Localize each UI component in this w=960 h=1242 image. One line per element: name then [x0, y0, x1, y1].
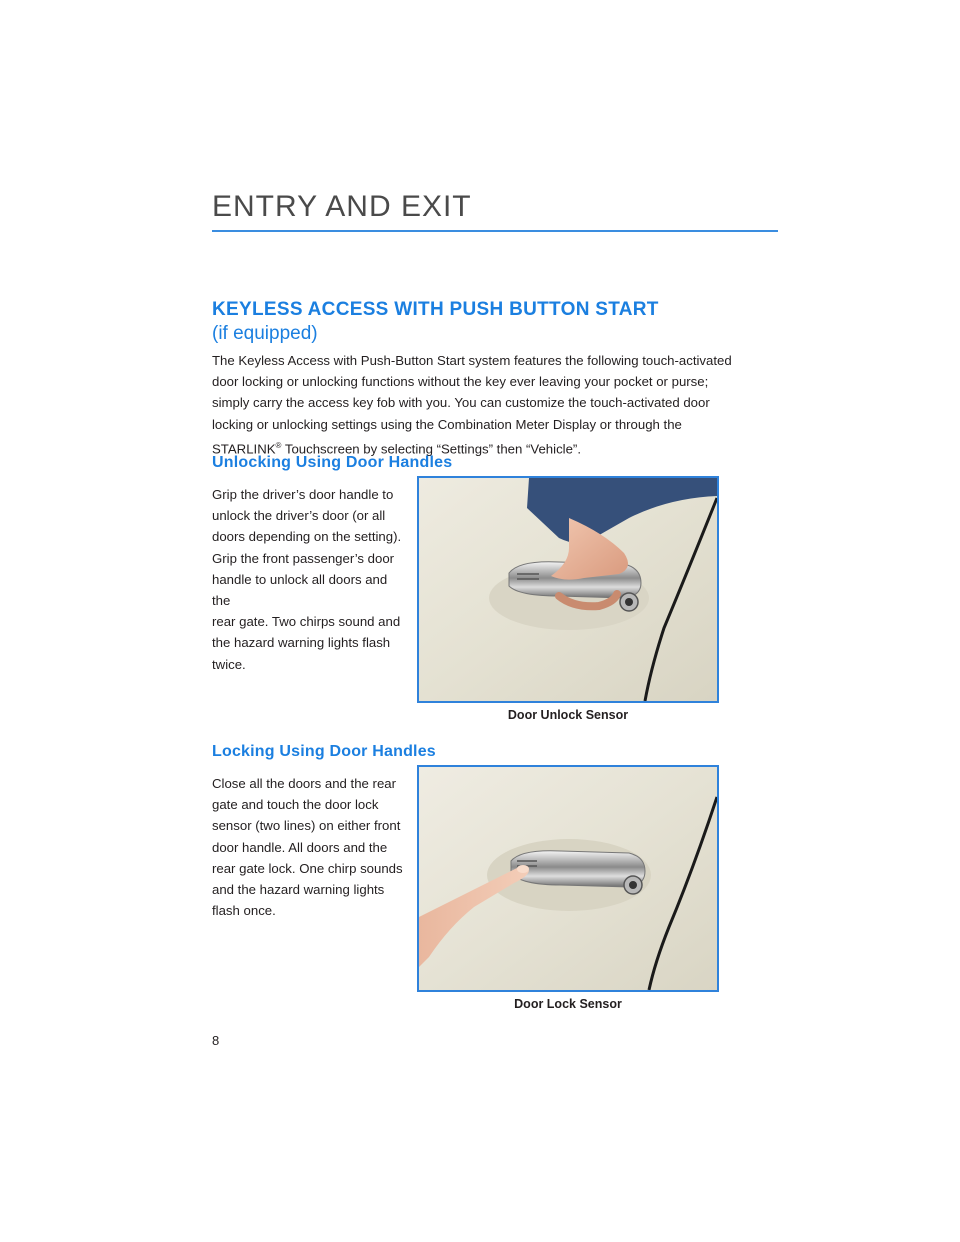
intro-line: The Keyless Access with Push-Button Start system features the following touch-activated — [212, 353, 732, 368]
lock-line: flash once. — [212, 903, 276, 919]
intro-line-prefix: STARLINK — [212, 441, 276, 457]
section-header — [212, 190, 778, 224]
lock-line: gate and touch the door lock — [212, 797, 379, 813]
main-subtitle: (if equipped) — [212, 323, 318, 344]
door-unlock-illustration — [419, 478, 717, 701]
door-lock-photo — [417, 765, 719, 992]
page-number: 8 — [212, 1033, 220, 1048]
intro-line: locking or unlocking settings using the Combination Meter Display or through the — [212, 416, 682, 432]
lock-caption: Door Lock Sensor — [514, 997, 622, 1011]
unlock-line: unlock the driver’s door (or all — [212, 508, 386, 524]
unlock-line: the hazard warning lights flash — [212, 635, 391, 651]
intro-line: simply carry the access key fob with you. You can customize the touch-activated door — [212, 395, 710, 411]
unlock-line: doors depending on the setting). — [212, 529, 402, 545]
lock-line: rear gate lock. One chirp sounds — [212, 860, 403, 876]
intro-paragraph — [212, 350, 732, 459]
unlock-line: Grip the driver’s door handle to — [212, 487, 394, 502]
section-title: ENTRY AND EXIT — [212, 190, 472, 223]
intro-line-suffix: Touchscreen by selecting “Settings” then “Vehicle”. — [281, 441, 581, 457]
unlock-caption: Door Unlock Sensor — [507, 708, 629, 722]
unlock-line: Grip the front passenger’s door — [212, 550, 395, 566]
unlock-line: rear gate. Two chirps sound and — [212, 614, 401, 630]
lock-line: and the hazard warning lights — [212, 882, 385, 898]
lock-line: Close all the doors and the rear — [212, 776, 397, 791]
unlock-paragraph — [212, 484, 408, 675]
door-lock-illustration — [419, 767, 717, 990]
lock-paragraph — [212, 773, 408, 921]
lock-line: sensor (two lines) on either front — [212, 818, 401, 834]
unlock-line: twice. — [212, 656, 246, 672]
section-divider — [212, 230, 778, 232]
intro-line: door locking or unlocking functions without the key ever leaving your pocket or purse; — [212, 374, 709, 390]
lock-heading: Locking Using Door Handles — [212, 743, 436, 760]
unlock-line: handle to unlock all doors and the — [212, 571, 388, 609]
lock-line: door handle. All doors and the — [212, 839, 388, 855]
door-unlock-photo — [417, 476, 719, 703]
registered-mark: ® — [275, 440, 282, 450]
main-title: KEYLESS ACCESS WITH PUSH BUTTON START — [212, 299, 659, 320]
unlock-heading: Unlocking Using Door Handles — [212, 454, 453, 471]
